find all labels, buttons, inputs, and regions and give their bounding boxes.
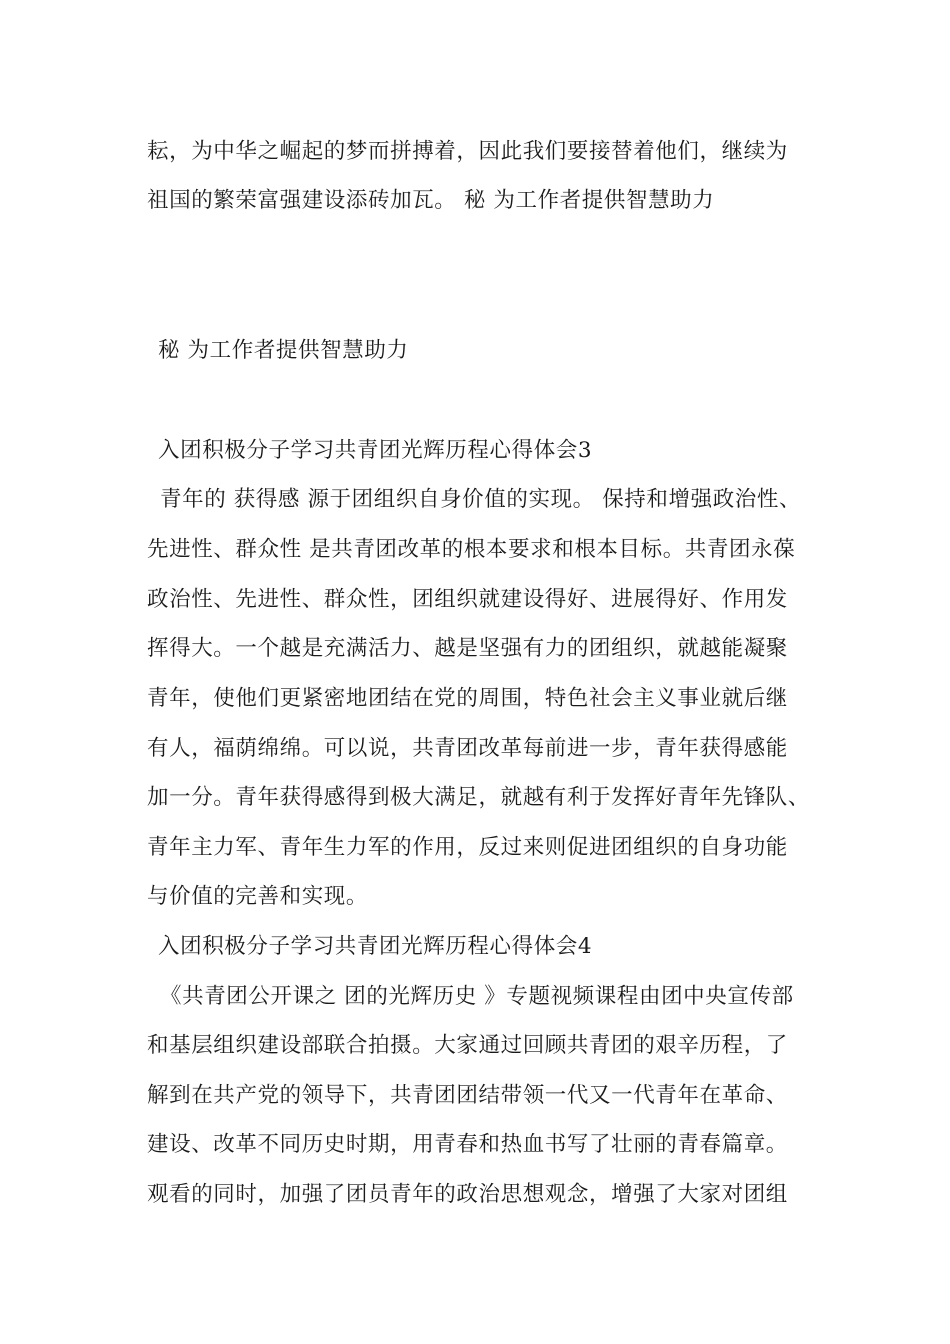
paragraph-line: 青年，使他们更紧密地团结在党的周围，特色社会主义事业就后继 (147, 686, 788, 711)
paragraph-line: 政治性、先进性、群众性，团组织就建设得好、进展得好、作用发 (147, 587, 788, 612)
paragraph-line: 青年主力军、青年生力军的作用，反过来则促进团组织的自身功能 (147, 835, 788, 860)
paragraph-line: 先进性、群众性 是共青团改革的根本要求和根本目标。共青团永葆 (147, 537, 796, 562)
paragraph-line: 祖国的繁荣富强建设添砖加瓦。 秘 为工作者提供智慧助力 (147, 188, 715, 213)
paragraph-line: 建设、改革不同历史时期，用青春和热血书写了壮丽的青春篇章。 (147, 1132, 788, 1157)
paragraph-line: 有人，福荫绵绵。可以说，共青团改革每前进一步，青年获得感能 (147, 736, 788, 761)
paragraph-line: 耘，为中华之崛起的梦而拼搏着，因此我们要接替着他们，继续为 (147, 139, 788, 164)
paragraph-line: 青年的 获得感 源于团组织自身价值的实现。 保持和增强政治性、 (160, 487, 802, 512)
paragraph-line: 观看的同时，加强了团员青年的政治思想观念，增强了大家对团组 (147, 1182, 788, 1207)
paragraph-line: 《共青团公开课之 团的光辉历史 》专题视频课程由团中央宣传部 (160, 984, 794, 1009)
paragraph-line: 挥得大。一个越是充满活力、越是坚强有力的团组织，就越能凝聚 (147, 636, 788, 661)
paragraph-line: 与价值的完善和实现。 (147, 884, 369, 909)
section-heading: 入团积极分子学习共青团光辉历程心得体会3 (158, 438, 593, 463)
paragraph-line: 和基层组织建设部联合拍摄。大家通过回顾共青团的艰辛历程，了 (147, 1033, 788, 1058)
section-heading: 入团积极分子学习共青团光辉历程心得体会4 (158, 934, 593, 959)
paragraph-line: 解到在共产党的领导下，共青团团结带领一代又一代青年在革命、 (147, 1083, 788, 1108)
watermark-line: 秘 为工作者提供智慧助力 (158, 338, 409, 363)
paragraph-line: 加一分。青年获得感得到极大满足，就越有利于发挥好青年先锋队、 (147, 785, 811, 810)
